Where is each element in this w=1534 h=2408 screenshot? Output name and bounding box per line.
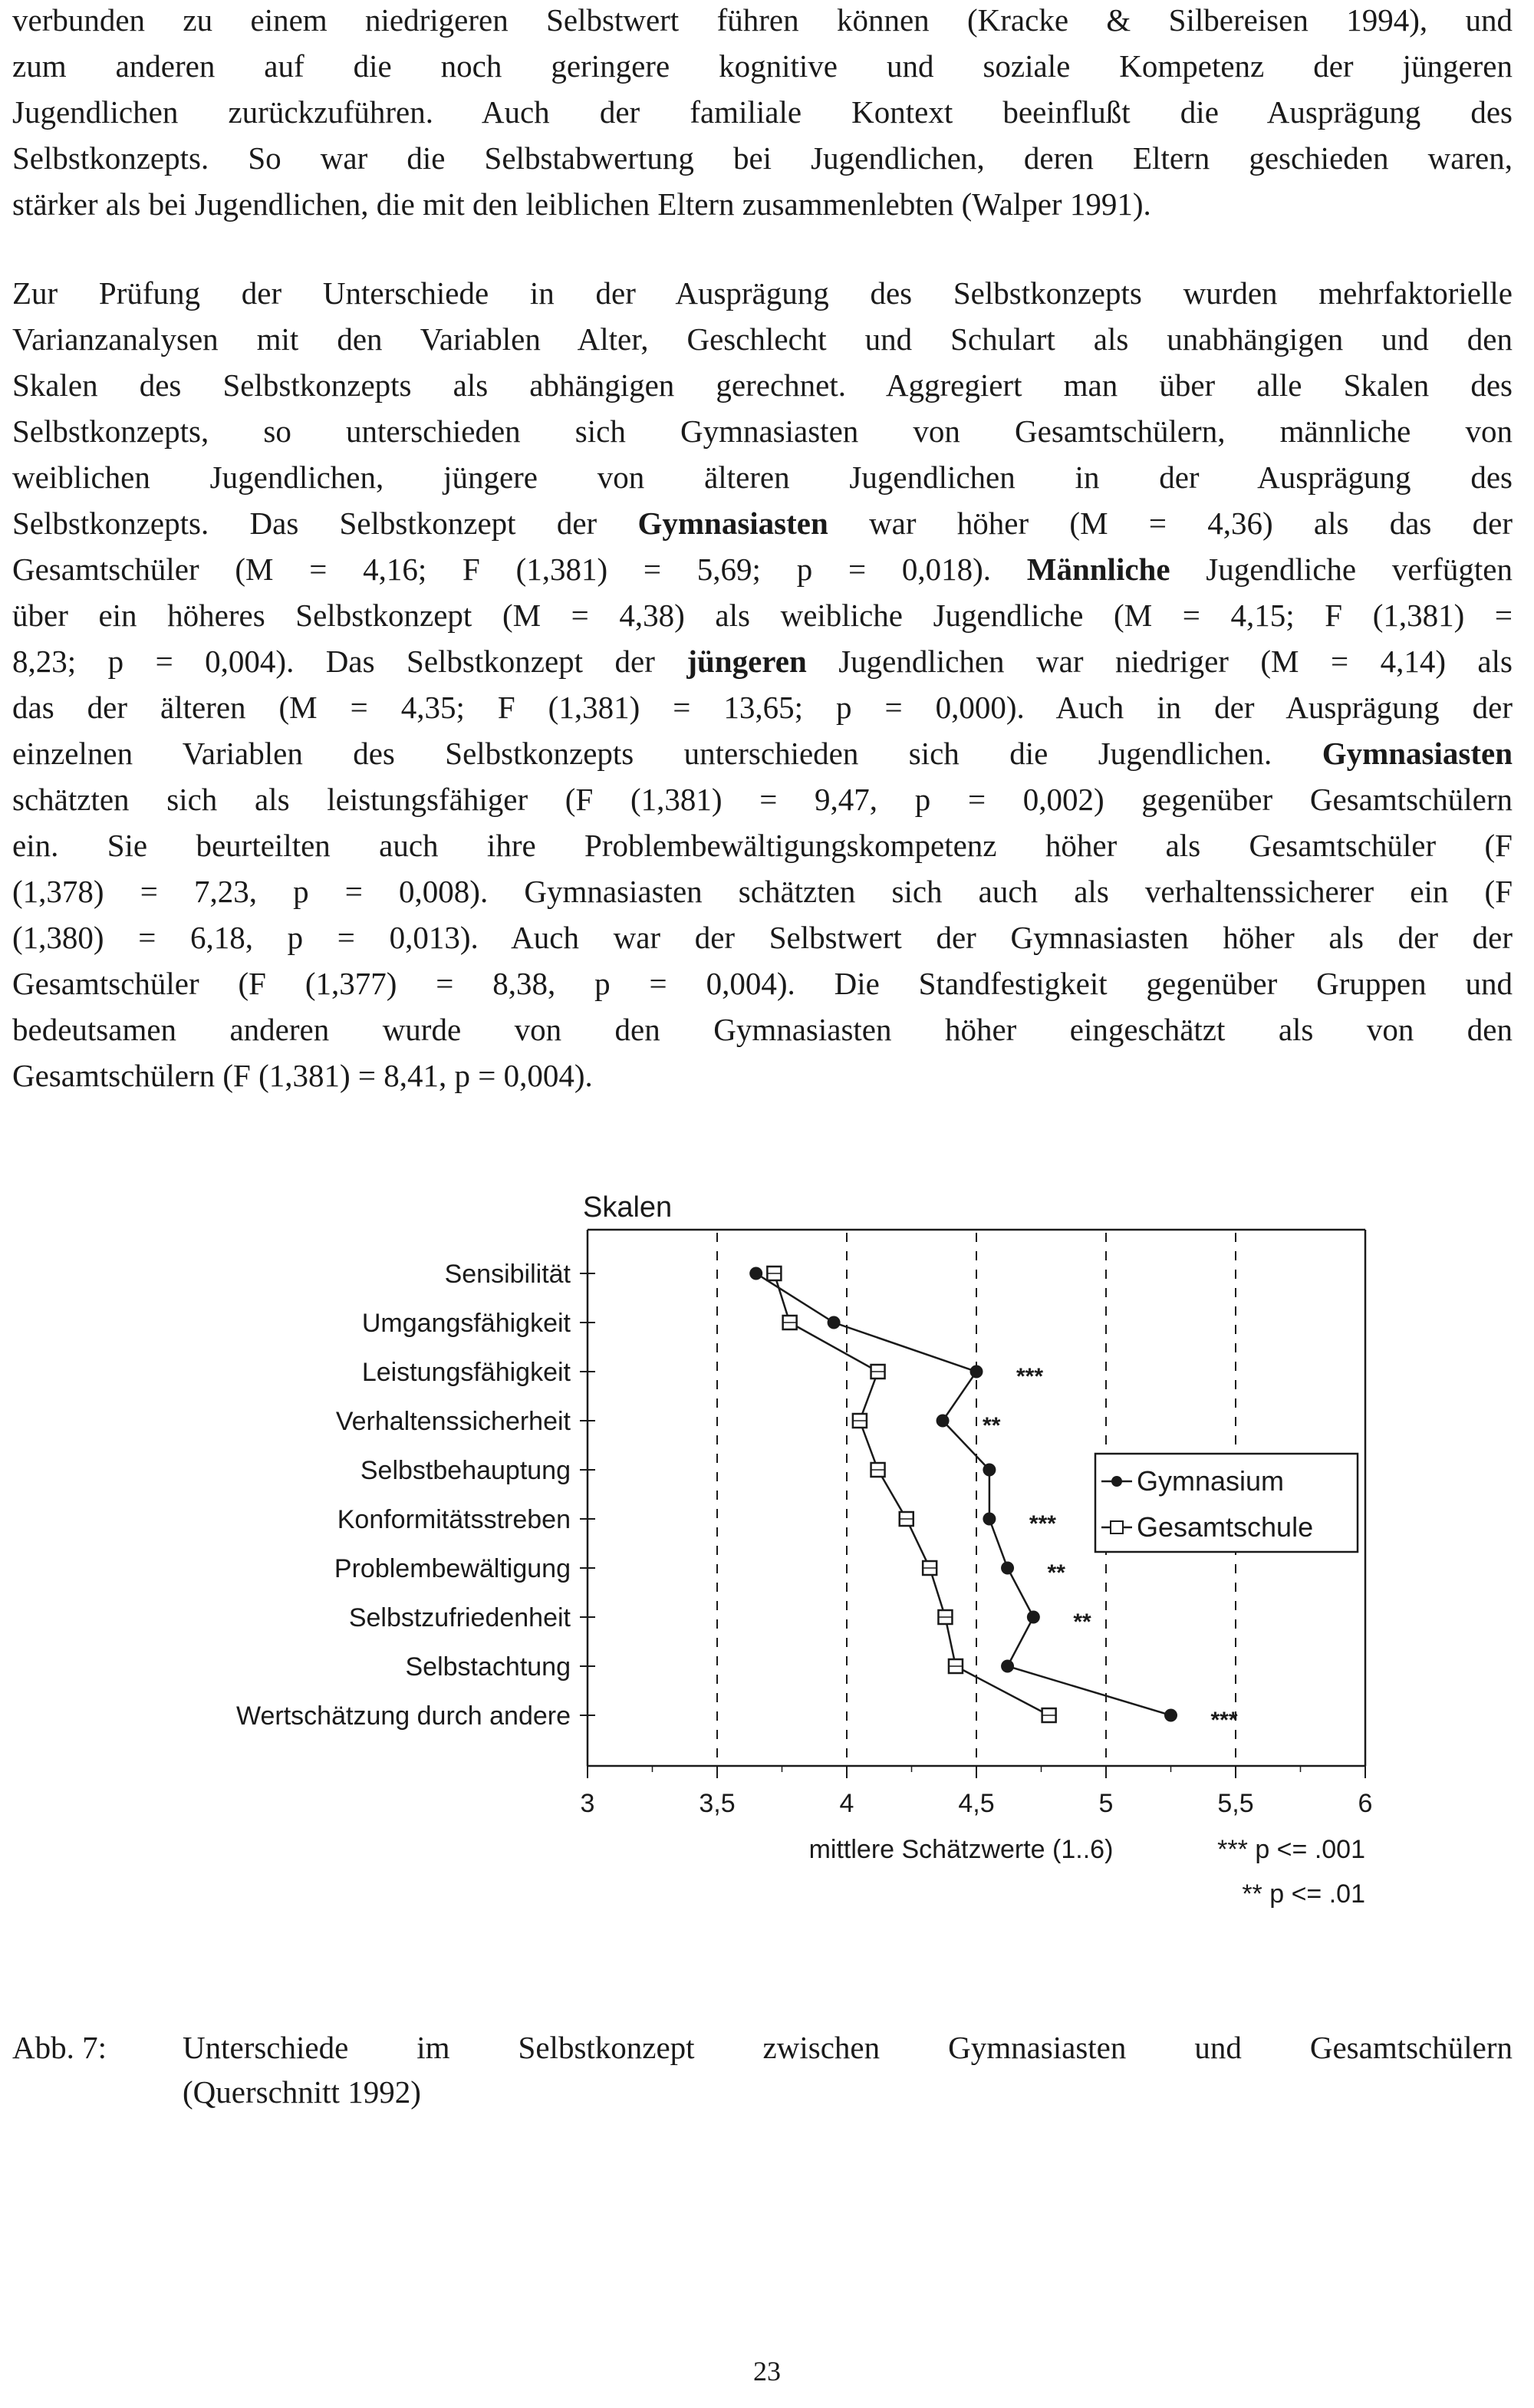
text-line: ein. Sie beurteilten auch ihre Problembewältigungskompetenz höher als Gesamtschüler (F xyxy=(12,828,1513,863)
text-line xyxy=(12,730,1513,776)
text-line: zum anderen auf die noch geringere kognitive und soziale Kompetenz der jüngeren xyxy=(12,48,1513,84)
significance-mark: *** xyxy=(1029,1511,1056,1537)
figure-chart xyxy=(0,1181,1534,1918)
significance-mark: ** xyxy=(1047,1560,1065,1586)
bold-term: Gymnasiasten xyxy=(1322,736,1513,771)
text-line: bedeutsamen anderen wurde von den Gymnasiasten höher eingeschätzt als von den xyxy=(12,1012,1513,1047)
gymnasium-point xyxy=(749,1267,762,1280)
text-run: Jugendliche verfügten xyxy=(1170,552,1513,587)
gymnasium-point xyxy=(983,1513,996,1526)
category-label: Selbstbehauptung xyxy=(360,1456,571,1485)
x-tick-label: 6 xyxy=(1358,1789,1373,1818)
text-line: stärker als bei Jugendlichen, die mit den leiblichen Eltern zusammenlebten (Walper 1991). xyxy=(12,186,1151,222)
text-line: (1,380) = 6,18, p = 0,013). Auch war der Selbstwert der Gymnasiasten höher als der der xyxy=(12,920,1513,955)
text-line: über ein höheres Selbstkonzept (M = 4,38) als weibliche Jugendliche (M = 4,15; F (1,381) = xyxy=(12,598,1513,633)
text-run: Gesamtschüler (M = 4,16; F (1,381) = 5,69; p = 0,018). xyxy=(12,552,1027,587)
category-label: Konformitätsstreben xyxy=(337,1505,571,1534)
text-line: Gesamtschüler (F (1,377) = 8,38, p = 0,004). Die Standfestigkeit gegenüber Gruppen und xyxy=(12,966,1513,1001)
page-number: 23 xyxy=(753,2356,781,2387)
bold-term: Männliche xyxy=(1026,552,1170,587)
category-label: Umgangsfähigkeit xyxy=(361,1309,571,1338)
category-label: Selbstachtung xyxy=(405,1652,571,1682)
caption-line: (Querschnitt 1992) xyxy=(183,2074,421,2110)
text-line: weiblichen Jugendlichen, jüngere von älteren Jugendlichen in der Ausprägung des xyxy=(12,460,1513,495)
text-line: Jugendlichen zurückzuführen. Auch der familiale Kontext beeinflußt die Ausprägung des xyxy=(12,94,1513,130)
text-run: Selbstkonzepts. Das Selbstkonzept der xyxy=(12,506,638,541)
category-label: Problembewältigung xyxy=(334,1554,571,1583)
gymnasium-point xyxy=(983,1464,996,1477)
x-tick-label: 3 xyxy=(580,1789,595,1818)
text-line: Gesamtschülern (F (1,381) = 8,41, p = 0,004). xyxy=(12,1058,593,1093)
x-tick-label: 5 xyxy=(1098,1789,1114,1818)
x-tick-label: 5,5 xyxy=(1217,1789,1254,1818)
gymnasium-point xyxy=(828,1316,841,1329)
legend-marker-gymnasium xyxy=(1111,1476,1122,1487)
gymnasium-point xyxy=(970,1365,983,1379)
gymnasium-point xyxy=(1164,1709,1177,1722)
text-line: das der älteren (M = 4,35; F (1,381) = 13,65; p = 0,000). Auch in der Ausprägung der xyxy=(12,690,1513,725)
category-label: Verhaltenssicherheit xyxy=(335,1407,571,1436)
significance-note: *** p <= .001 xyxy=(1217,1835,1365,1864)
caption-line: Unterschiede im Selbstkonzept zwischen Gymnasiasten und Gesamtschülern xyxy=(183,2030,1513,2065)
text-line xyxy=(12,638,1513,684)
significance-mark: ** xyxy=(1073,1609,1091,1635)
legend-marker-gesamtschule xyxy=(1111,1521,1123,1533)
significance-mark: *** xyxy=(1210,1708,1238,1733)
x-axis-label: mittlere Schätzwerte (1..6) xyxy=(808,1835,1114,1864)
caption-label: Abb. 7: xyxy=(12,2030,107,2065)
caption-text xyxy=(183,2025,1513,2114)
x-tick-label: 3,5 xyxy=(699,1789,736,1818)
text-run: war höher (M = 4,36) als das der xyxy=(828,506,1513,541)
chart-svg xyxy=(0,1181,1534,1918)
legend-label: Gymnasium xyxy=(1137,1465,1285,1497)
text-run: 8,23; p = 0,004). Das Selbstkonzept der xyxy=(12,644,687,679)
text-run: einzelnen Variablen des Selbstkonzepts unterschieden sich die Jugendlichen. xyxy=(12,736,1322,771)
gymnasium-point xyxy=(1027,1611,1040,1624)
text-line: Skalen des Selbstkonzepts als abhängigen gerechnet. Aggregiert man über alle Skalen des xyxy=(12,367,1513,403)
text-line: Selbstkonzepts. So war die Selbstabwertung bei Jugendlichen, deren Eltern geschieden waren, xyxy=(12,140,1513,176)
text-line: verbunden zu einem niedrigeren Selbstwert führen können (Kracke & Silbereisen 1994), und xyxy=(12,2,1513,38)
category-label: Selbstzufriedenheit xyxy=(348,1603,571,1632)
x-tick-label: 4,5 xyxy=(958,1789,995,1818)
text-line: Zur Prüfung der Unterschiede in der Ausprägung des Selbstkonzepts wurden mehrfaktorielle xyxy=(12,275,1513,311)
text-line: Varianzanalysen mit den Variablen Alter, Geschlecht und Schulart als unabhängigen und den xyxy=(12,321,1513,357)
paragraph-1 xyxy=(12,0,1513,227)
significance-mark: ** xyxy=(983,1413,1001,1438)
category-label: Leistungsfähigkeit xyxy=(361,1358,571,1387)
chart-title: Skalen xyxy=(583,1191,673,1224)
significance-mark: *** xyxy=(1016,1364,1044,1389)
text-line xyxy=(12,500,1513,546)
paragraph-2 xyxy=(12,270,1513,1099)
text-line: Selbstkonzepts, so unterschieden sich Gymnasiasten von Gesamtschülern, männliche von xyxy=(12,413,1513,449)
text-run: Jugendlichen war niedriger (M = 4,14) als xyxy=(806,644,1513,679)
text-line xyxy=(12,546,1513,592)
bold-term: jüngeren xyxy=(686,644,807,679)
significance-note: ** p <= .01 xyxy=(1242,1879,1365,1909)
x-tick-label: 4 xyxy=(839,1789,854,1818)
bold-term: Gymnasiasten xyxy=(637,506,828,541)
legend-label: Gesamtschule xyxy=(1137,1511,1314,1543)
category-label: Wertschätzung durch andere xyxy=(236,1701,571,1731)
gymnasium-point xyxy=(937,1415,950,1428)
gymnasium-point xyxy=(1001,1562,1014,1575)
category-label: Sensibilität xyxy=(444,1260,571,1289)
text-line: schätzten sich als leistungsfähiger (F (1,381) = 9,47, p = 0,002) gegenüber Gesamtschülern xyxy=(12,782,1513,817)
text-line: (1,378) = 7,23, p = 0,008). Gymnasiasten schätzten sich auch als verhaltenssicherer ein (F xyxy=(12,874,1513,909)
gymnasium-point xyxy=(1001,1660,1014,1673)
series-line-gesamtschule xyxy=(774,1273,1048,1715)
